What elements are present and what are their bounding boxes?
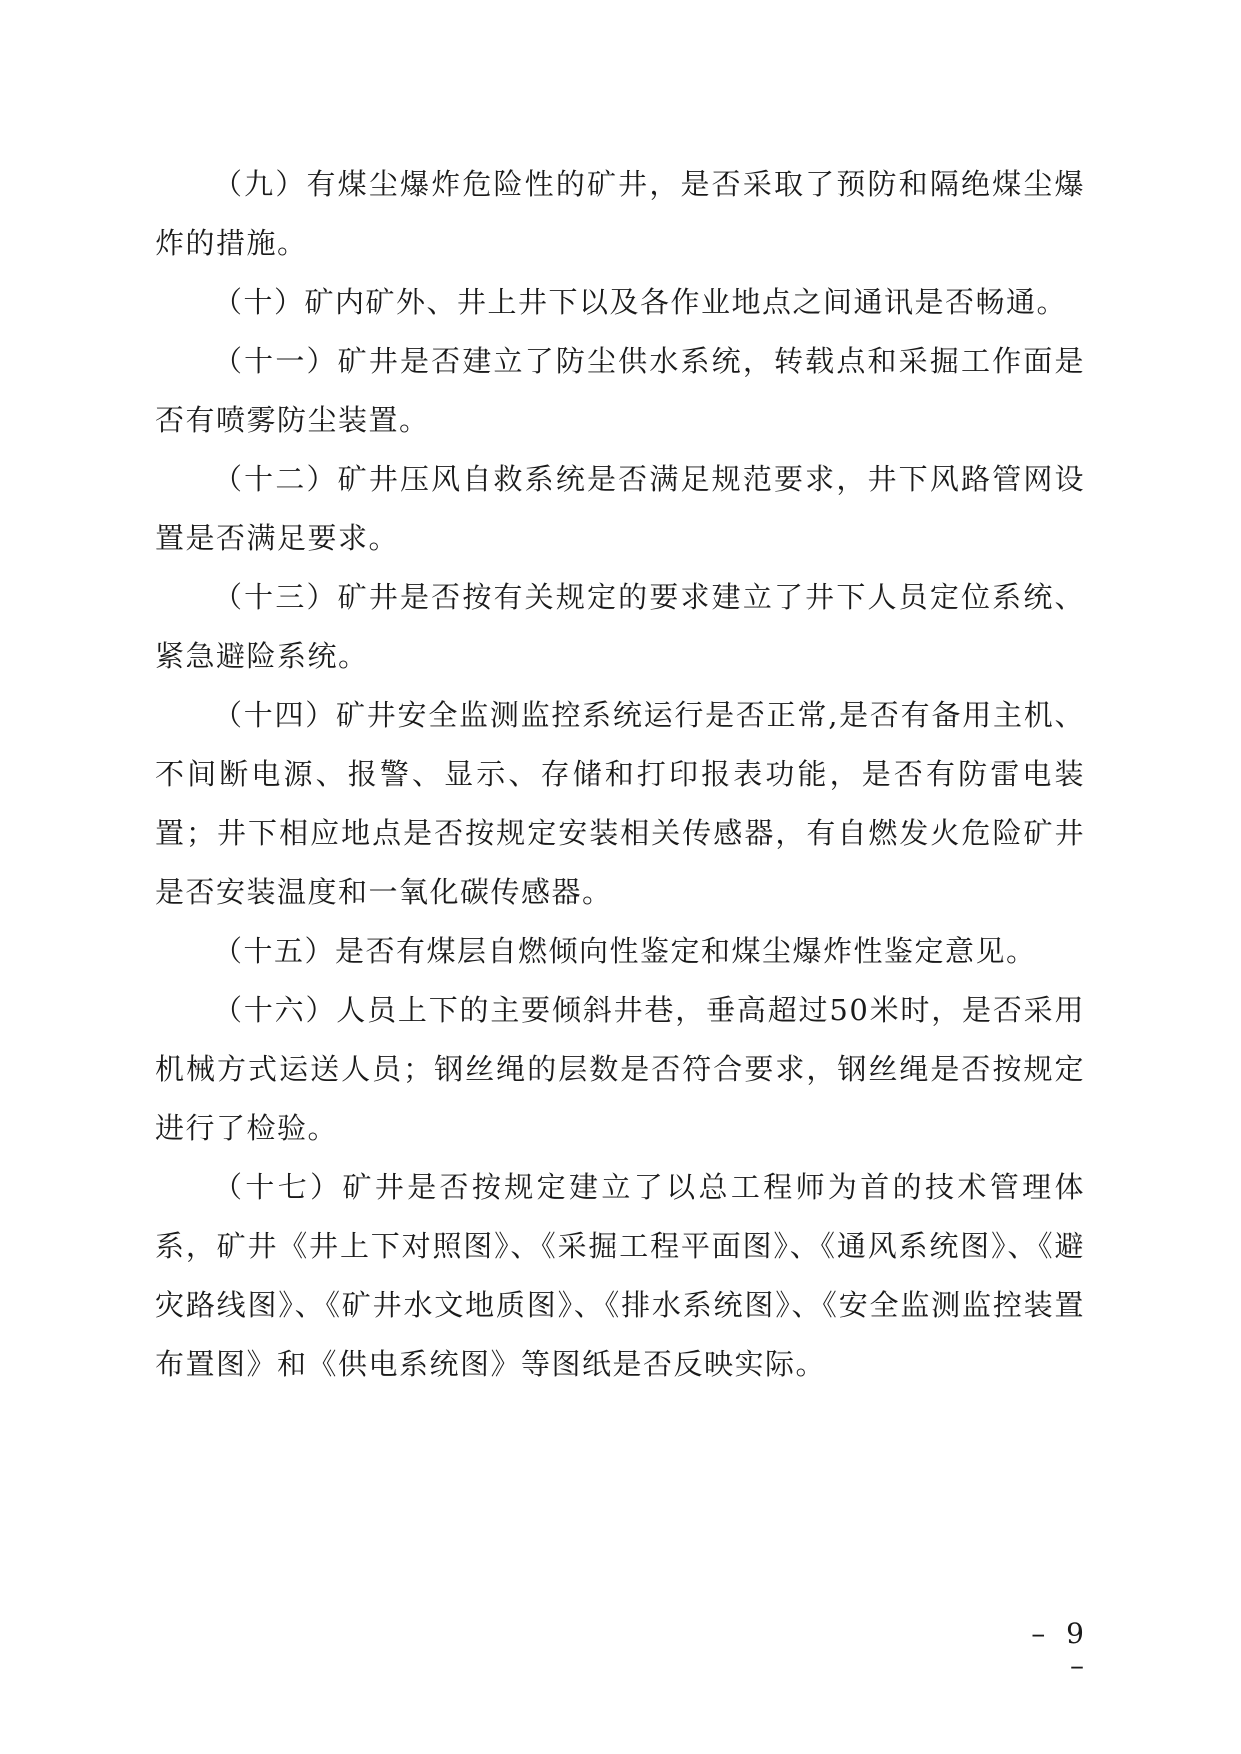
document-body <box>155 155 1085 1394</box>
page-number: – 9 – <box>1031 1617 1090 1682</box>
paragraph-17: （十七）矿井是否按规定建立了以总工程师为首的技术管理体系，矿井《井上下对照图》、《采掘工程平面图》、《通风系统图》、《避灾路线图》、《矿井水文地质图》、《排水系统图》、《安全监测监控装置布置图》和《供电系统图》等图纸是否反映实际。 <box>155 1170 1085 1381</box>
paragraph-15: （十五）是否有煤层自燃倾向性鉴定和煤尘爆炸性鉴定意见。 <box>213 934 1037 968</box>
paragraph-10: （十）矿内矿外、井上井下以及各作业地点之间通讯是否畅通。 <box>213 285 1068 319</box>
paragraph-14: （十四）矿井安全监测监控系统运行是否正常,是否有备用主机、不间断电源、报警、显示、存储和打印报表功能，是否有防雷电装置；井下相应地点是否按规定安装相关传感器，有自燃发火危险矿井是否安装温度和一氧化碳传感器。 <box>155 698 1085 909</box>
paragraph-11: （十一）矿井是否建立了防尘供水系统，转载点和采掘工作面是否有喷雾防尘装置。 <box>155 344 1085 437</box>
paragraph-13: （十三）矿井是否按有关规定的要求建立了井下人员定位系统、紧急避险系统。 <box>155 580 1085 673</box>
paragraph-9: （九）有煤尘爆炸危险性的矿井，是否采取了预防和隔绝煤尘爆炸的措施。 <box>155 167 1085 260</box>
paragraph-12: （十二）矿井压风自救系统是否满足规范要求，井下风路管网设置是否满足要求。 <box>155 462 1085 555</box>
paragraph-16: （十六）人员上下的主要倾斜井巷，垂高超过50米时，是否采用机械方式运送人员；钢丝绳的层数是否符合要求，钢丝绳是否按规定进行了检验。 <box>155 993 1085 1145</box>
